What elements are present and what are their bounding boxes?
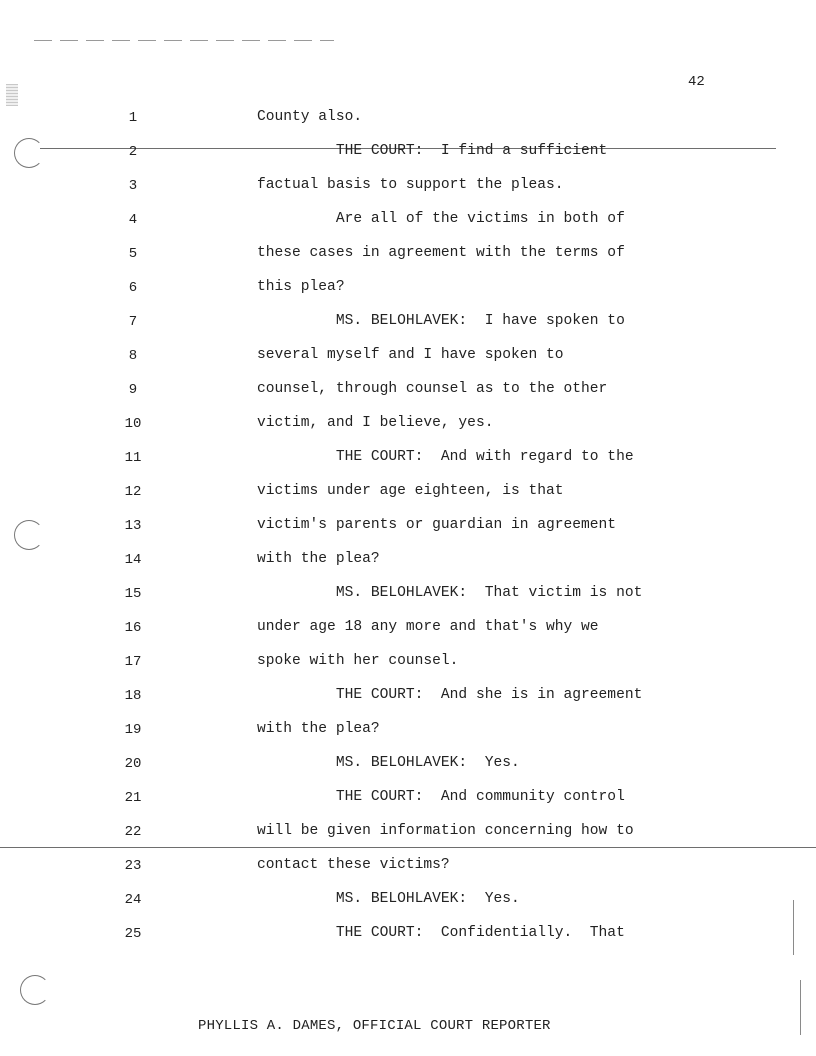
punch-hole-bottom: [20, 975, 50, 1005]
line-number: 10: [124, 416, 142, 432]
line-number: 8: [128, 348, 138, 364]
transcript-line: MS. BELOHLAVEK: I have spoken to: [257, 313, 625, 329]
transcript-line: spoke with her counsel.: [257, 653, 459, 669]
transcript-line: with the plea?: [257, 721, 380, 737]
transcript-line: Are all of the victims in both of: [257, 211, 625, 227]
line-number: 13: [124, 518, 142, 534]
line-number: 23: [124, 858, 142, 874]
transcript-line: MS. BELOHLAVEK: Yes.: [257, 755, 520, 771]
transcript-line: THE COURT: Confidentially. That: [257, 925, 625, 941]
punch-hole-top: [14, 138, 44, 168]
line-number: 12: [124, 484, 142, 500]
line-number: 20: [124, 756, 142, 772]
line-number: 17: [124, 654, 142, 670]
line-number: 15: [124, 586, 142, 602]
transcript-line: contact these victims?: [257, 857, 450, 873]
line-number: 9: [128, 382, 138, 398]
line-number: 6: [128, 280, 138, 296]
line-number: 19: [124, 722, 142, 738]
line-number: 7: [128, 314, 138, 330]
line-number: 16: [124, 620, 142, 636]
court-reporter-footer: PHYLLIS A. DAMES, OFFICIAL COURT REPORTER: [198, 1018, 551, 1034]
transcript-line: victims under age eighteen, is that: [257, 483, 564, 499]
transcript-line: several myself and I have spoken to: [257, 347, 564, 363]
line-number: 11: [124, 450, 142, 466]
transcript-line: THE COURT: And with regard to the: [257, 449, 634, 465]
line-number: 4: [128, 212, 138, 228]
line-number: 24: [124, 892, 142, 908]
transcript-line: factual basis to support the pleas.: [257, 177, 564, 193]
transcript-line: THE COURT: I find a sufficient: [257, 143, 608, 159]
line-number: 21: [124, 790, 142, 806]
scan-artifact-top: [34, 40, 334, 41]
scan-artifact-right-upper: [793, 900, 794, 955]
transcript-line: these cases in agreement with the terms of: [257, 245, 625, 261]
transcript-line: County also.: [257, 109, 363, 125]
line-number: 22: [124, 824, 142, 840]
line-number: 14: [124, 552, 142, 568]
transcript-line: victim, and I believe, yes.: [257, 415, 494, 431]
transcript-line: counsel, through counsel as to the other: [257, 381, 608, 397]
scan-artifact-margin: [6, 84, 18, 106]
transcript-line: MS. BELOHLAVEK: Yes.: [257, 891, 520, 907]
line-number: 18: [124, 688, 142, 704]
transcript-line: victim's parents or guardian in agreement: [257, 517, 617, 533]
punch-hole-middle: [14, 520, 44, 550]
transcript-line: with the plea?: [257, 551, 380, 567]
scan-line-lower: [0, 847, 816, 848]
line-number: 2: [128, 144, 138, 160]
transcript-line: this plea?: [257, 279, 345, 295]
line-number: 1: [128, 110, 138, 126]
scan-artifact-right-lower: [800, 980, 801, 1035]
line-number: 5: [128, 246, 138, 262]
transcript-line: will be given information concerning how to: [257, 823, 634, 839]
transcript-line: MS. BELOHLAVEK: That victim is not: [257, 585, 643, 601]
transcript-line: under age 18 any more and that's why we: [257, 619, 599, 635]
line-number: 3: [128, 178, 138, 194]
page-number: 42: [688, 74, 705, 90]
transcript-line: THE COURT: And she is in agreement: [257, 687, 643, 703]
transcript-line: THE COURT: And community control: [257, 789, 625, 805]
line-number: 25: [124, 926, 142, 942]
